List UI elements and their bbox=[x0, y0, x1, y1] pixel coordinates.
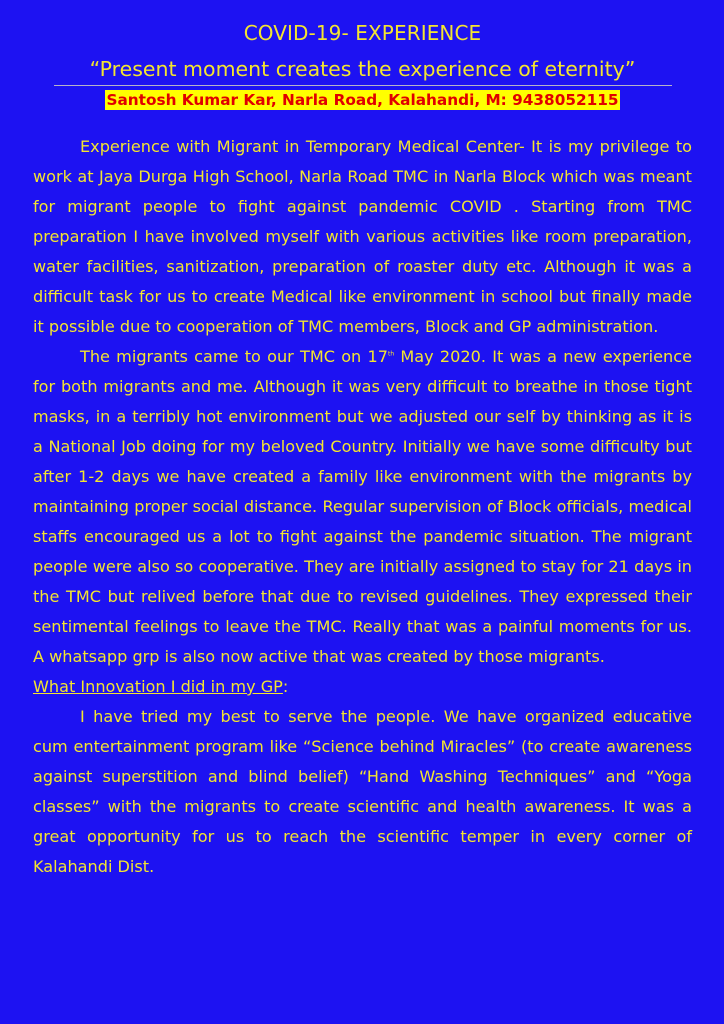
paragraph-tmc-experience bbox=[33, 132, 692, 342]
section-heading-text: What Innovation I did in my GP bbox=[33, 677, 283, 696]
paragraph-innovation-text: I have tried my best to serve the people. We have organized educative cum entertainment program like “Science behind Miracles” (to create awareness against superstition and blind belief) “Hand Washing Techniques” and “Yoga classes” with the migrants to create scientific and health awareness. It was a great opportunity for us to reach the scientific temper in every corner of Kalahandi Dist. bbox=[33, 707, 692, 876]
paragraph-migrants bbox=[33, 342, 692, 672]
quote-line: “Present moment creates the experience of eternity” bbox=[54, 56, 672, 86]
author-info: Santosh Kumar Kar, Narla Road, Kalahandi, M: 9438052115 bbox=[106, 91, 619, 109]
paragraph-migrants-start: The migrants came to our TMC on 17 bbox=[80, 347, 388, 366]
section-heading bbox=[33, 672, 692, 702]
author-block bbox=[33, 90, 692, 110]
document-title: COVID-19- EXPERIENCE bbox=[243, 21, 482, 45]
paragraph-migrants-rest: May 2020. It was a new experience for both migrants and me. Although it was very difficult to breathe in those tight masks, in a terribly hot environment but we adjusted our self by thinking as it is a National Job doing for my beloved Country. Initially we have some difficulty but after 1-2 days we have created a family like environment with the migrants by maintaining proper social distance. Regular supervision of Block officials, medical staffs encouraged us a lot to fight against the pandemic situation. The migrant people were also so cooperative. They are initially assigned to stay for 21 days in the TMC but relived before that due to revised guidelines. They expressed their sentimental feelings to leave the TMC. Really that was a painful moments for us. A whatsapp grp is also now active that was created by those migrants. bbox=[33, 347, 692, 666]
section-heading-colon: : bbox=[282, 677, 289, 696]
paragraph-tmc-experience-text: Experience with Migrant in Temporary Medical Center- It is my privilege to work at Jaya Durga High School, Narla Road TMC in Narla Block which was meant for migrant people to fight against pandemic COVID . Starting from TMC preparation I have involved myself with various activities like room preparation, water facilities, sanitization, preparation of roaster duty etc. Although it was a difficult task for us to create Medical like environment in school but finally made it possible due to cooperation of TMC members, Block and GP administration. bbox=[33, 137, 692, 336]
paragraph-innovation bbox=[33, 702, 692, 882]
ordinal-suffix: th bbox=[387, 350, 395, 358]
